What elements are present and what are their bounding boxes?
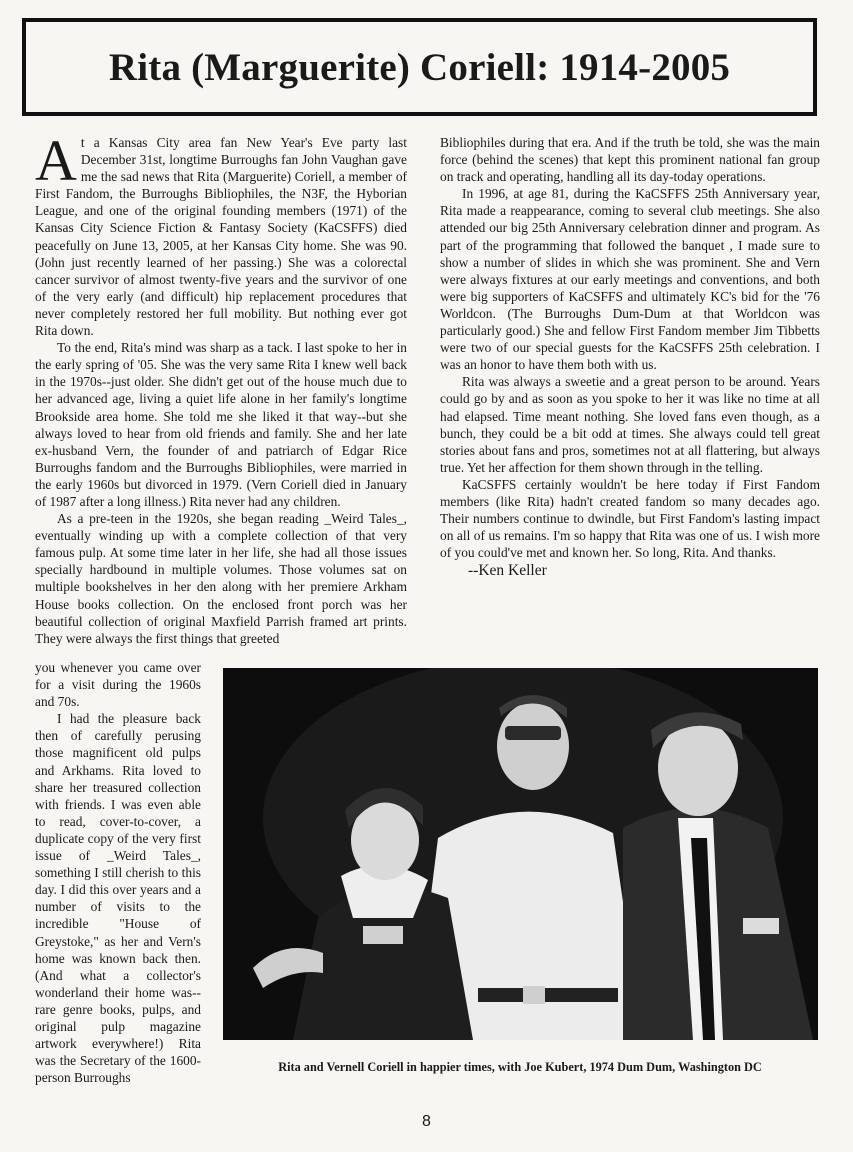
author-signoff: --Ken Keller [468, 562, 547, 580]
paragraph-3: As a pre-teen in the 1920s, she began reading _Weird Tales_, eventually winding up with a complete collection of that very famous pulp. At some time later in her life, she had all those issues specially hardbound in multiple volumes. Those volumes sat on multiple bookshelves in her den along with her premiere Arkham House books collection. On the enclosed front porch was her beautiful collection of original Maxfield Parrish framed art prints. They were always the first things that greeted [35, 511, 407, 646]
narrow-column [35, 659, 201, 1086]
paragraph-6: In 1996, at age 81, during the KaCSFFS 25th Anniversary year, Rita made a reappearance, coming to several club meetings. She also attended our big 25th Anniversary celebration dinner and program. As part of the programming that followed the banquet , I made sure to show a number of slides in which she was prominent. She and Vern were always fixtures at our early meetings and conventions, and both were big supporters of KaCSFFS and ultimately KC's bid for the '76 Worldcon. (The Burroughs Dum-Dum at that Worldcon was particularly good.) She and fellow First Fandom member Jim Tibbetts were two of our special guests for the KaCSFFS 25th celebration. I was an honor to have them both with us. [440, 186, 820, 373]
article-title: Rita (Marguerite) Coriell: 1914-2005 [108, 45, 731, 89]
photo-illustration [223, 668, 818, 1040]
left-column [35, 128, 407, 647]
paragraph-3-continued: you whenever you came over for a visit during the 1960s and 70s. [35, 660, 201, 710]
drop-cap: A [35, 128, 77, 193]
title-box [22, 18, 817, 116]
paragraph-8: KaCSFFS certainly wouldn't be here today if First Fandom members (like Rita) hadn't created fandom so many decades ago. Their numbers continue to dwindle, but First Fandom's lasting impact on all of us remains. I'm so happy that Rita was one of us. I wish more of you could've met and known her. So long, Rita. And thanks. [440, 476, 820, 561]
photo-caption: Rita and Vernell Coriell in happier times, with Joe Kubert, 1974 Dum Dum, Washington DC [278, 1060, 762, 1074]
paragraph-4: I had the pleasure back then of carefully perusing those magnificent old pulps and Arkhams. Rita loved to share her treasured collection with friends. I was even able to read, cover-to-cover, a duplicate copy of the very first issue of _Weird Tales_, something I still cherish to this day. I did this over years and a number of visits to the incredible "House of Greystoke," as her and Vern's home was known back then. (And what a collector's wonderland their home was--rare genre books, pulps, and original pulp magazine artwork everywhere!) Rita was the Secretary of the 1600-person Burroughs [35, 711, 201, 1086]
group-photo [223, 668, 818, 1040]
paragraph-1 [35, 128, 407, 339]
paragraph-2: To the end, Rita's mind was sharp as a tack. I last spoke to her in the early spring of '05. She was the very same Rita I knew well back in the 1970s--just older. She didn't get out of the house much due to her advanced age, living a quiet life alone in her family's longtime Brookside area home. She told me she liked it that way--but she always loved to hear from old friends and family. She and her late ex-husband Vern, the founder of and patriarch of Edgar Rice Burroughs fandom and the Burroughs Bibliophiles, were married in the early 1960s but divorced in 1979. (Vern Coriell died in January of 1987 after a long illness.) Rita never had any children. [35, 340, 407, 509]
page-number: 8 [422, 1113, 431, 1130]
paragraph-7: Rita was always a sweetie and a great person to be around. Years could go by and as soon as you spoke to her it was like no time at all had elapsed. Time meant nothing. She loved fans even though, as a bunch, they could be a bit odd at times. She always could tell great stories about fans and pros, sometimes not at all flattering, but always true. Yet her affection for them shown through in the telling. [440, 374, 820, 475]
paragraph-1-text: t a Kansas City area fan New Year's Eve party last December 31st, longtime Burroughs fan John Vaughan gave me the sad news that Rita (Marguerite) Coriell, a member of First Fandom, the Burroughs Bibliophiles, the N3F, the Hyborian League, and one of the original founding members (1971) of the Kansas City Science Fiction & Fantasy Society (KaCSFFS) died peacefully on June 13, 2005, at her Kansas City home. She was 90. (John just recently learned of her passing.) She was a colorectal cancer survivor of almost twenty-five years and the survivor of one of the very early (and difficult) hip replacement procedures that never completely restored her full mobility. But nothing ever got Rita down. [35, 135, 407, 339]
right-column [440, 134, 820, 581]
paragraph-5: Bibliophiles during that era. And if the truth be told, she was the main force (behind the scenes) that kept this prominent national fan group on track and operating, handling all its day-today operations. [440, 135, 820, 185]
